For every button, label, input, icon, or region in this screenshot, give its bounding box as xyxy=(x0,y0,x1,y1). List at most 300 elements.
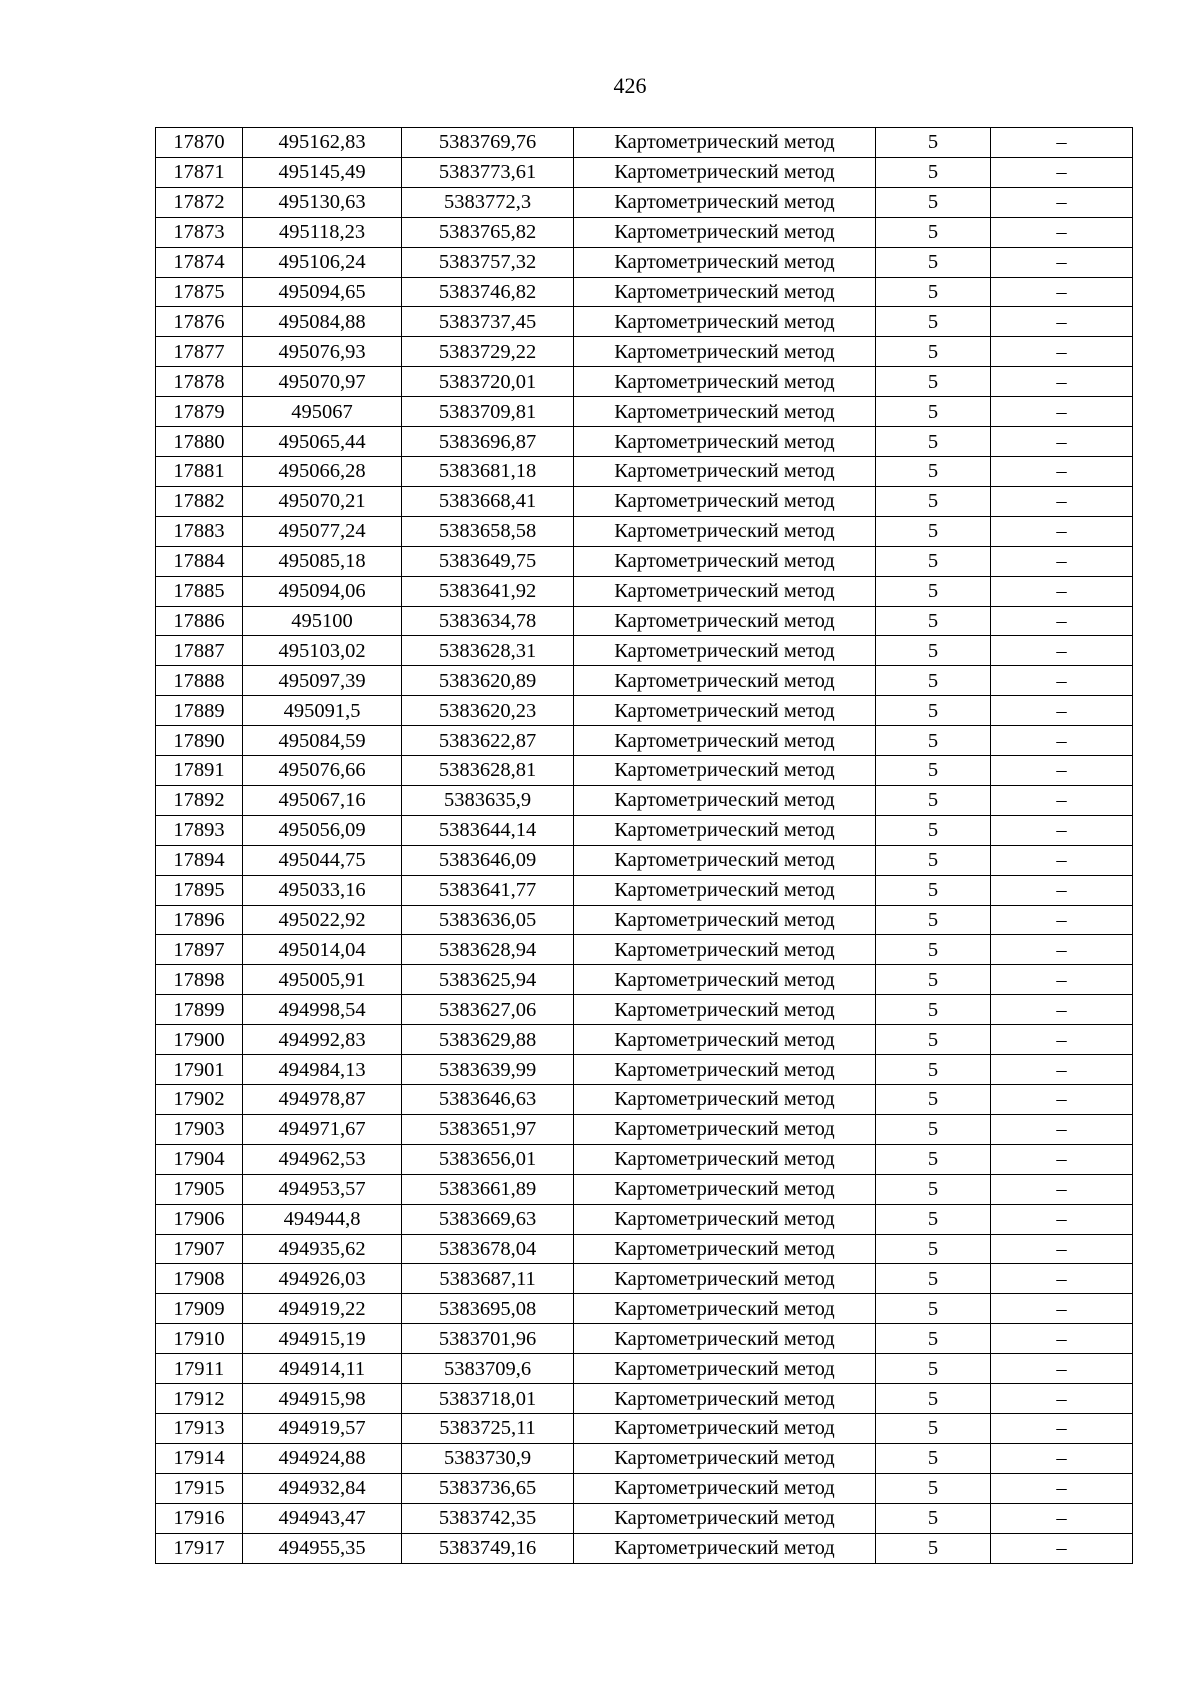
point-number-cell: 17879 xyxy=(156,397,243,427)
method-cell: Картометрический метод xyxy=(574,905,876,935)
accuracy-cell: 5 xyxy=(876,576,991,606)
description-cell: – xyxy=(991,726,1133,756)
point-number-cell: 17905 xyxy=(156,1174,243,1204)
accuracy-cell: 5 xyxy=(876,1174,991,1204)
x-coordinate-cell: 495094,65 xyxy=(243,277,402,307)
coordinates-table xyxy=(155,127,1133,1564)
x-coordinate-cell: 495066,28 xyxy=(243,456,402,486)
point-number-cell: 17909 xyxy=(156,1294,243,1324)
method-cell: Картометрический метод xyxy=(574,1144,876,1174)
x-coordinate-cell: 494992,83 xyxy=(243,1025,402,1055)
y-coordinate-cell: 5383634,78 xyxy=(402,606,574,636)
point-number-cell: 17916 xyxy=(156,1503,243,1533)
table-row xyxy=(156,247,1133,277)
x-coordinate-cell: 495130,63 xyxy=(243,187,402,217)
point-number-cell: 17878 xyxy=(156,367,243,397)
description-cell: – xyxy=(991,1234,1133,1264)
description-cell: – xyxy=(991,1055,1133,1085)
table-row xyxy=(156,1294,1133,1324)
y-coordinate-cell: 5383773,61 xyxy=(402,157,574,187)
accuracy-cell: 5 xyxy=(876,785,991,815)
table-row xyxy=(156,187,1133,217)
y-coordinate-cell: 5383620,23 xyxy=(402,696,574,726)
y-coordinate-cell: 5383639,99 xyxy=(402,1055,574,1085)
method-cell: Картометрический метод xyxy=(574,516,876,546)
method-cell: Картометрический метод xyxy=(574,1413,876,1443)
description-cell: – xyxy=(991,1473,1133,1503)
point-number-cell: 17903 xyxy=(156,1114,243,1144)
accuracy-cell: 5 xyxy=(876,666,991,696)
accuracy-cell: 5 xyxy=(876,247,991,277)
y-coordinate-cell: 5383757,32 xyxy=(402,247,574,277)
accuracy-cell: 5 xyxy=(876,756,991,786)
method-cell: Картометрический метод xyxy=(574,1443,876,1473)
description-cell: – xyxy=(991,247,1133,277)
accuracy-cell: 5 xyxy=(876,337,991,367)
x-coordinate-cell: 495005,91 xyxy=(243,965,402,995)
table-row xyxy=(156,576,1133,606)
table-row xyxy=(156,516,1133,546)
table-row xyxy=(156,905,1133,935)
y-coordinate-cell: 5383678,04 xyxy=(402,1234,574,1264)
point-number-cell: 17911 xyxy=(156,1354,243,1384)
point-number-cell: 17871 xyxy=(156,157,243,187)
description-cell: – xyxy=(991,1264,1133,1294)
description-cell: – xyxy=(991,1503,1133,1533)
accuracy-cell: 5 xyxy=(876,1354,991,1384)
y-coordinate-cell: 5383641,92 xyxy=(402,576,574,606)
description-cell: – xyxy=(991,1354,1133,1384)
method-cell: Картометрический метод xyxy=(574,1473,876,1503)
table-row xyxy=(156,456,1133,486)
description-cell: – xyxy=(991,576,1133,606)
accuracy-cell: 5 xyxy=(876,367,991,397)
x-coordinate-cell: 494915,98 xyxy=(243,1384,402,1414)
y-coordinate-cell: 5383730,9 xyxy=(402,1443,574,1473)
y-coordinate-cell: 5383669,63 xyxy=(402,1204,574,1234)
description-cell: – xyxy=(991,965,1133,995)
point-number-cell: 17882 xyxy=(156,486,243,516)
description-cell: – xyxy=(991,905,1133,935)
point-number-cell: 17892 xyxy=(156,785,243,815)
accuracy-cell: 5 xyxy=(876,606,991,636)
x-coordinate-cell: 495014,04 xyxy=(243,935,402,965)
point-number-cell: 17915 xyxy=(156,1473,243,1503)
y-coordinate-cell: 5383644,14 xyxy=(402,815,574,845)
point-number-cell: 17900 xyxy=(156,1025,243,1055)
y-coordinate-cell: 5383742,35 xyxy=(402,1503,574,1533)
point-number-cell: 17896 xyxy=(156,905,243,935)
accuracy-cell: 5 xyxy=(876,157,991,187)
description-cell: – xyxy=(991,128,1133,158)
description-cell: – xyxy=(991,606,1133,636)
x-coordinate-cell: 495097,39 xyxy=(243,666,402,696)
description-cell: – xyxy=(991,756,1133,786)
point-number-cell: 17914 xyxy=(156,1443,243,1473)
point-number-cell: 17904 xyxy=(156,1144,243,1174)
method-cell: Картометрический метод xyxy=(574,935,876,965)
x-coordinate-cell: 494915,19 xyxy=(243,1324,402,1354)
table-row xyxy=(156,1384,1133,1414)
table-row xyxy=(156,546,1133,576)
method-cell: Картометрический метод xyxy=(574,1055,876,1085)
table-row xyxy=(156,666,1133,696)
table-row xyxy=(156,965,1133,995)
point-number-cell: 17893 xyxy=(156,815,243,845)
y-coordinate-cell: 5383628,81 xyxy=(402,756,574,786)
y-coordinate-cell: 5383729,22 xyxy=(402,337,574,367)
table-row xyxy=(156,1025,1133,1055)
method-cell: Картометрический метод xyxy=(574,726,876,756)
x-coordinate-cell: 495084,88 xyxy=(243,307,402,337)
description-cell: – xyxy=(991,397,1133,427)
y-coordinate-cell: 5383709,81 xyxy=(402,397,574,427)
description-cell: – xyxy=(991,427,1133,457)
y-coordinate-cell: 5383668,41 xyxy=(402,486,574,516)
method-cell: Картометрический метод xyxy=(574,636,876,666)
description-cell: – xyxy=(991,1413,1133,1443)
method-cell: Картометрический метод xyxy=(574,1085,876,1115)
method-cell: Картометрический метод xyxy=(574,427,876,457)
description-cell: – xyxy=(991,815,1133,845)
description-cell: – xyxy=(991,307,1133,337)
description-cell: – xyxy=(991,367,1133,397)
x-coordinate-cell: 494919,57 xyxy=(243,1413,402,1443)
method-cell: Картометрический метод xyxy=(574,1384,876,1414)
y-coordinate-cell: 5383709,6 xyxy=(402,1354,574,1384)
method-cell: Картометрический метод xyxy=(574,845,876,875)
x-coordinate-cell: 495162,83 xyxy=(243,128,402,158)
description-cell: – xyxy=(991,1204,1133,1234)
x-coordinate-cell: 494932,84 xyxy=(243,1473,402,1503)
y-coordinate-cell: 5383769,76 xyxy=(402,128,574,158)
table-row xyxy=(156,367,1133,397)
method-cell: Картометрический метод xyxy=(574,157,876,187)
y-coordinate-cell: 5383681,18 xyxy=(402,456,574,486)
table-row xyxy=(156,935,1133,965)
table-row xyxy=(156,756,1133,786)
accuracy-cell: 5 xyxy=(876,456,991,486)
x-coordinate-cell: 494926,03 xyxy=(243,1264,402,1294)
description-cell: – xyxy=(991,696,1133,726)
method-cell: Картометрический метод xyxy=(574,128,876,158)
method-cell: Картометрический метод xyxy=(574,1025,876,1055)
accuracy-cell: 5 xyxy=(876,995,991,1025)
y-coordinate-cell: 5383629,88 xyxy=(402,1025,574,1055)
point-number-cell: 17885 xyxy=(156,576,243,606)
x-coordinate-cell: 495067 xyxy=(243,397,402,427)
y-coordinate-cell: 5383737,45 xyxy=(402,307,574,337)
point-number-cell: 17894 xyxy=(156,845,243,875)
point-number-cell: 17870 xyxy=(156,128,243,158)
method-cell: Картометрический метод xyxy=(574,486,876,516)
x-coordinate-cell: 495033,16 xyxy=(243,875,402,905)
point-number-cell: 17873 xyxy=(156,217,243,247)
description-cell: – xyxy=(991,1114,1133,1144)
point-number-cell: 17881 xyxy=(156,456,243,486)
y-coordinate-cell: 5383628,94 xyxy=(402,935,574,965)
description-cell: – xyxy=(991,935,1133,965)
description-cell: – xyxy=(991,1443,1133,1473)
accuracy-cell: 5 xyxy=(876,1264,991,1294)
accuracy-cell: 5 xyxy=(876,1144,991,1174)
y-coordinate-cell: 5383651,97 xyxy=(402,1114,574,1144)
y-coordinate-cell: 5383718,01 xyxy=(402,1384,574,1414)
accuracy-cell: 5 xyxy=(876,1025,991,1055)
description-cell: – xyxy=(991,875,1133,905)
accuracy-cell: 5 xyxy=(876,905,991,935)
y-coordinate-cell: 5383725,11 xyxy=(402,1413,574,1443)
description-cell: – xyxy=(991,337,1133,367)
point-number-cell: 17887 xyxy=(156,636,243,666)
y-coordinate-cell: 5383695,08 xyxy=(402,1294,574,1324)
y-coordinate-cell: 5383687,11 xyxy=(402,1264,574,1294)
accuracy-cell: 5 xyxy=(876,1533,991,1563)
point-number-cell: 17890 xyxy=(156,726,243,756)
y-coordinate-cell: 5383646,09 xyxy=(402,845,574,875)
accuracy-cell: 5 xyxy=(876,1503,991,1533)
table-row xyxy=(156,785,1133,815)
x-coordinate-cell: 494978,87 xyxy=(243,1085,402,1115)
description-cell: – xyxy=(991,1085,1133,1115)
table-row xyxy=(156,606,1133,636)
y-coordinate-cell: 5383656,01 xyxy=(402,1144,574,1174)
method-cell: Картометрический метод xyxy=(574,785,876,815)
description-cell: – xyxy=(991,486,1133,516)
point-number-cell: 17891 xyxy=(156,756,243,786)
y-coordinate-cell: 5383658,58 xyxy=(402,516,574,546)
table-row xyxy=(156,307,1133,337)
method-cell: Картометрический метод xyxy=(574,576,876,606)
table-row xyxy=(156,1413,1133,1443)
method-cell: Картометрический метод xyxy=(574,666,876,696)
description-cell: – xyxy=(991,1144,1133,1174)
description-cell: – xyxy=(991,1384,1133,1414)
point-number-cell: 17895 xyxy=(156,875,243,905)
accuracy-cell: 5 xyxy=(876,546,991,576)
point-number-cell: 17876 xyxy=(156,307,243,337)
x-coordinate-cell: 494935,62 xyxy=(243,1234,402,1264)
table-row xyxy=(156,1503,1133,1533)
x-coordinate-cell: 495091,5 xyxy=(243,696,402,726)
point-number-cell: 17901 xyxy=(156,1055,243,1085)
method-cell: Картометрический метод xyxy=(574,1294,876,1324)
description-cell: – xyxy=(991,157,1133,187)
table-row xyxy=(156,696,1133,726)
method-cell: Картометрический метод xyxy=(574,696,876,726)
description-cell: – xyxy=(991,1324,1133,1354)
description-cell: – xyxy=(991,516,1133,546)
y-coordinate-cell: 5383772,3 xyxy=(402,187,574,217)
point-number-cell: 17880 xyxy=(156,427,243,457)
method-cell: Картометрический метод xyxy=(574,247,876,277)
point-number-cell: 17886 xyxy=(156,606,243,636)
y-coordinate-cell: 5383646,63 xyxy=(402,1085,574,1115)
accuracy-cell: 5 xyxy=(876,726,991,756)
description-cell: – xyxy=(991,1294,1133,1324)
accuracy-cell: 5 xyxy=(876,277,991,307)
table-row xyxy=(156,1204,1133,1234)
method-cell: Картометрический метод xyxy=(574,1354,876,1384)
accuracy-cell: 5 xyxy=(876,1204,991,1234)
point-number-cell: 17884 xyxy=(156,546,243,576)
method-cell: Картометрический метод xyxy=(574,367,876,397)
method-cell: Картометрический метод xyxy=(574,1264,876,1294)
accuracy-cell: 5 xyxy=(876,636,991,666)
y-coordinate-cell: 5383736,65 xyxy=(402,1473,574,1503)
y-coordinate-cell: 5383627,06 xyxy=(402,995,574,1025)
y-coordinate-cell: 5383765,82 xyxy=(402,217,574,247)
method-cell: Картометрический метод xyxy=(574,397,876,427)
y-coordinate-cell: 5383746,82 xyxy=(402,277,574,307)
x-coordinate-cell: 494943,47 xyxy=(243,1503,402,1533)
accuracy-cell: 5 xyxy=(876,307,991,337)
description-cell: – xyxy=(991,1533,1133,1563)
accuracy-cell: 5 xyxy=(876,1085,991,1115)
y-coordinate-cell: 5383696,87 xyxy=(402,427,574,457)
table-row xyxy=(156,1114,1133,1144)
accuracy-cell: 5 xyxy=(876,815,991,845)
y-coordinate-cell: 5383641,77 xyxy=(402,875,574,905)
description-cell: – xyxy=(991,636,1133,666)
method-cell: Картометрический метод xyxy=(574,217,876,247)
x-coordinate-cell: 495118,23 xyxy=(243,217,402,247)
x-coordinate-cell: 494919,22 xyxy=(243,1294,402,1324)
x-coordinate-cell: 494984,13 xyxy=(243,1055,402,1085)
y-coordinate-cell: 5383636,05 xyxy=(402,905,574,935)
coordinates-table-body xyxy=(156,128,1133,1564)
table-row xyxy=(156,157,1133,187)
method-cell: Картометрический метод xyxy=(574,307,876,337)
method-cell: Картометрический метод xyxy=(574,995,876,1025)
point-number-cell: 17897 xyxy=(156,935,243,965)
method-cell: Картометрический метод xyxy=(574,1204,876,1234)
accuracy-cell: 5 xyxy=(876,1324,991,1354)
accuracy-cell: 5 xyxy=(876,1294,991,1324)
method-cell: Картометрический метод xyxy=(574,1324,876,1354)
x-coordinate-cell: 495070,21 xyxy=(243,486,402,516)
table-row xyxy=(156,397,1133,427)
table-row xyxy=(156,1234,1133,1264)
x-coordinate-cell: 494962,53 xyxy=(243,1144,402,1174)
description-cell: – xyxy=(991,845,1133,875)
description-cell: – xyxy=(991,277,1133,307)
table-row xyxy=(156,337,1133,367)
accuracy-cell: 5 xyxy=(876,935,991,965)
accuracy-cell: 5 xyxy=(876,1234,991,1264)
point-number-cell: 17907 xyxy=(156,1234,243,1264)
x-coordinate-cell: 495076,66 xyxy=(243,756,402,786)
accuracy-cell: 5 xyxy=(876,1413,991,1443)
x-coordinate-cell: 495100 xyxy=(243,606,402,636)
x-coordinate-cell: 494924,88 xyxy=(243,1443,402,1473)
description-cell: – xyxy=(991,785,1133,815)
point-number-cell: 17898 xyxy=(156,965,243,995)
accuracy-cell: 5 xyxy=(876,1055,991,1085)
accuracy-cell: 5 xyxy=(876,217,991,247)
x-coordinate-cell: 494944,8 xyxy=(243,1204,402,1234)
description-cell: – xyxy=(991,1025,1133,1055)
description-cell: – xyxy=(991,456,1133,486)
x-coordinate-cell: 495145,49 xyxy=(243,157,402,187)
point-number-cell: 17906 xyxy=(156,1204,243,1234)
x-coordinate-cell: 495076,93 xyxy=(243,337,402,367)
x-coordinate-cell: 495084,59 xyxy=(243,726,402,756)
point-number-cell: 17912 xyxy=(156,1384,243,1414)
y-coordinate-cell: 5383625,94 xyxy=(402,965,574,995)
description-cell: – xyxy=(991,666,1133,696)
accuracy-cell: 5 xyxy=(876,1443,991,1473)
table-row xyxy=(156,1174,1133,1204)
accuracy-cell: 5 xyxy=(876,128,991,158)
method-cell: Картометрический метод xyxy=(574,606,876,636)
method-cell: Картометрический метод xyxy=(574,756,876,786)
method-cell: Картометрический метод xyxy=(574,1234,876,1264)
method-cell: Картометрический метод xyxy=(574,337,876,367)
method-cell: Картометрический метод xyxy=(574,1503,876,1533)
y-coordinate-cell: 5383628,31 xyxy=(402,636,574,666)
table-row xyxy=(156,636,1133,666)
point-number-cell: 17883 xyxy=(156,516,243,546)
method-cell: Картометрический метод xyxy=(574,546,876,576)
table-row xyxy=(156,277,1133,307)
x-coordinate-cell: 494914,11 xyxy=(243,1354,402,1384)
table-row xyxy=(156,845,1133,875)
point-number-cell: 17888 xyxy=(156,666,243,696)
point-number-cell: 17875 xyxy=(156,277,243,307)
accuracy-cell: 5 xyxy=(876,427,991,457)
table-row xyxy=(156,1354,1133,1384)
x-coordinate-cell: 495022,92 xyxy=(243,905,402,935)
accuracy-cell: 5 xyxy=(876,516,991,546)
method-cell: Картометрический метод xyxy=(574,875,876,905)
description-cell: – xyxy=(991,1174,1133,1204)
accuracy-cell: 5 xyxy=(876,875,991,905)
point-number-cell: 17872 xyxy=(156,187,243,217)
x-coordinate-cell: 495044,75 xyxy=(243,845,402,875)
method-cell: Картометрический метод xyxy=(574,277,876,307)
method-cell: Картометрический метод xyxy=(574,1533,876,1563)
point-number-cell: 17902 xyxy=(156,1085,243,1115)
x-coordinate-cell: 495094,06 xyxy=(243,576,402,606)
point-number-cell: 17917 xyxy=(156,1533,243,1563)
x-coordinate-cell: 494953,57 xyxy=(243,1174,402,1204)
accuracy-cell: 5 xyxy=(876,696,991,726)
table-row xyxy=(156,1533,1133,1563)
y-coordinate-cell: 5383749,16 xyxy=(402,1533,574,1563)
table-row xyxy=(156,128,1133,158)
method-cell: Картометрический метод xyxy=(574,1174,876,1204)
table-row xyxy=(156,1473,1133,1503)
table-row xyxy=(156,1443,1133,1473)
method-cell: Картометрический метод xyxy=(574,456,876,486)
table-row xyxy=(156,1264,1133,1294)
method-cell: Картометрический метод xyxy=(574,965,876,995)
y-coordinate-cell: 5383622,87 xyxy=(402,726,574,756)
description-cell: – xyxy=(991,546,1133,576)
x-coordinate-cell: 495067,16 xyxy=(243,785,402,815)
x-coordinate-cell: 494998,54 xyxy=(243,995,402,1025)
table-row xyxy=(156,875,1133,905)
x-coordinate-cell: 495065,44 xyxy=(243,427,402,457)
y-coordinate-cell: 5383720,01 xyxy=(402,367,574,397)
point-number-cell: 17877 xyxy=(156,337,243,367)
table-row xyxy=(156,1055,1133,1085)
x-coordinate-cell: 495056,09 xyxy=(243,815,402,845)
method-cell: Картометрический метод xyxy=(574,815,876,845)
y-coordinate-cell: 5383635,9 xyxy=(402,785,574,815)
x-coordinate-cell: 494971,67 xyxy=(243,1114,402,1144)
